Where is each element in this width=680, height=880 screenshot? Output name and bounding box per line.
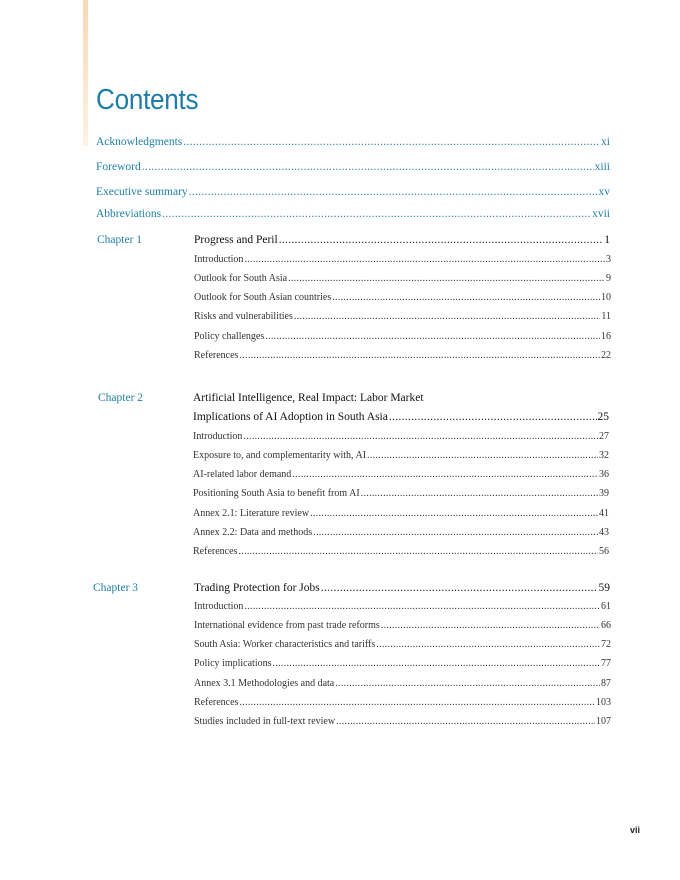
chapter-title: Progress and Peril — [194, 234, 278, 246]
toc-entry-executive-summary[interactable] — [96, 186, 610, 198]
section-page: 32 — [599, 450, 609, 461]
section-page: 103 — [596, 697, 611, 708]
toc-section-entry[interactable] — [194, 678, 611, 689]
toc-section-entry[interactable] — [193, 469, 609, 480]
section-label: Outlook for South Asian countries — [194, 292, 332, 303]
toc-section-entry[interactable] — [193, 450, 609, 461]
leader-dots — [142, 161, 594, 173]
toc-section-entry[interactable] — [194, 697, 611, 708]
leader-dots — [376, 639, 600, 650]
toc-section-entry[interactable] — [194, 292, 611, 303]
section-label: Policy challenges — [194, 331, 265, 342]
chapter-2-title-entry[interactable] — [193, 411, 609, 423]
section-label: AI-related labor demand — [193, 469, 292, 480]
section-page: 9 — [606, 273, 611, 284]
toc-section-entry[interactable] — [194, 658, 611, 669]
leader-dots — [332, 292, 600, 303]
leader-dots — [321, 582, 598, 594]
toc-section-entry[interactable] — [194, 311, 611, 322]
leader-dots — [310, 508, 598, 519]
toc-entry-page: xvii — [592, 208, 610, 220]
page-number: vii — [630, 825, 641, 835]
leader-dots — [244, 254, 605, 265]
leader-dots — [389, 411, 597, 423]
leader-dots — [336, 716, 595, 727]
section-label: South Asia: Worker characteristics and tariffs — [194, 639, 376, 650]
toc-section-entry[interactable] — [194, 639, 611, 650]
toc-entry-label: Abbreviations — [96, 208, 162, 220]
section-label: Introduction — [193, 431, 243, 442]
chapter-page: 25 — [597, 411, 609, 423]
leader-dots — [288, 273, 605, 284]
section-label: References — [194, 697, 239, 708]
leader-dots — [294, 311, 600, 322]
section-page: 11 — [601, 311, 611, 322]
chapter-title: Trading Protection for Jobs — [194, 582, 320, 594]
chapter-1-title-entry[interactable] — [194, 234, 610, 246]
section-label: Outlook for South Asia — [194, 273, 288, 284]
toc-entry-label: Foreword — [96, 161, 141, 173]
toc-section-entry[interactable] — [194, 273, 611, 284]
section-label: Exposure to, and complementarity with, AI — [193, 450, 367, 461]
section-label: References — [194, 350, 239, 361]
leader-dots — [239, 697, 595, 708]
section-page: 27 — [599, 431, 609, 442]
section-label: Introduction — [194, 254, 244, 265]
toc-section-entry[interactable] — [193, 508, 609, 519]
toc-entry-abbreviations[interactable] — [96, 208, 610, 220]
toc-section-entry[interactable] — [193, 488, 609, 499]
chapter-page: 59 — [598, 582, 610, 594]
chapter-2-title-line1[interactable]: Artificial Intelligence, Real Impact: Labor Market — [193, 392, 424, 404]
chapter-3-title-entry[interactable] — [194, 582, 610, 594]
toc-section-entry[interactable] — [194, 601, 611, 612]
leader-dots — [313, 527, 598, 538]
leader-dots — [381, 620, 600, 631]
leader-dots — [265, 331, 600, 342]
leader-dots — [189, 186, 598, 198]
section-label: International evidence from past trade reforms — [194, 620, 380, 631]
leader-dots — [162, 208, 591, 220]
toc-entry-page: xv — [598, 186, 610, 198]
toc-entry-label: Executive summary — [96, 186, 188, 198]
section-page: 10 — [601, 292, 611, 303]
section-label: Introduction — [194, 601, 244, 612]
toc-section-entry[interactable] — [194, 254, 611, 265]
toc-section-entry[interactable] — [194, 716, 611, 727]
section-page: 77 — [601, 658, 611, 669]
page-title: Contents — [96, 84, 199, 116]
leader-dots — [273, 658, 601, 669]
chapter-2-label: Chapter 2 — [98, 392, 144, 404]
section-label: Studies included in full-text review — [194, 716, 336, 727]
decorative-side-bar — [83, 0, 88, 146]
toc-section-entry[interactable] — [193, 527, 609, 538]
leader-dots — [279, 234, 604, 246]
toc-section-entry[interactable] — [194, 331, 611, 342]
toc-entry-label: Acknowledgments — [96, 136, 183, 148]
toc-entry-acknowledgments[interactable] — [96, 136, 610, 148]
toc-section-entry[interactable] — [194, 350, 611, 361]
chapter-page: 1 — [604, 234, 610, 246]
leader-dots — [238, 546, 598, 557]
leader-dots — [183, 136, 600, 148]
section-page: 66 — [601, 620, 611, 631]
leader-dots — [335, 678, 600, 689]
section-page: 39 — [599, 488, 609, 499]
section-label: Positioning South Asia to benefit from AI — [193, 488, 360, 499]
section-label: Risks and vulnerabilities — [194, 311, 293, 322]
section-label: References — [193, 546, 238, 557]
toc-section-entry[interactable] — [194, 620, 611, 631]
toc-section-entry[interactable] — [193, 431, 609, 442]
section-page: 107 — [596, 716, 611, 727]
leader-dots — [244, 601, 600, 612]
toc-entry-page: xi — [601, 136, 610, 148]
toc-entry-foreword[interactable] — [96, 161, 610, 173]
leader-dots — [243, 431, 598, 442]
leader-dots — [367, 450, 598, 461]
toc-entry-page: xiii — [594, 161, 610, 173]
section-page: 87 — [601, 678, 611, 689]
section-page: 41 — [599, 508, 609, 519]
chapter-3-label: Chapter 3 — [93, 582, 139, 594]
leader-dots — [292, 469, 598, 480]
section-page: 16 — [601, 331, 611, 342]
section-label: Annex 3.1 Methodologies and data — [194, 678, 335, 689]
leader-dots — [361, 488, 598, 499]
chapter-1-label: Chapter 1 — [97, 234, 143, 246]
section-label: Annex 2.2: Data and methods — [193, 527, 313, 538]
section-page: 3 — [606, 254, 611, 265]
section-label: Annex 2.1: Literature review — [193, 508, 310, 519]
chapter-title: Implications of AI Adoption in South Asia — [193, 411, 388, 423]
section-page: 61 — [601, 601, 611, 612]
section-page: 22 — [601, 350, 611, 361]
section-label: Policy implications — [194, 658, 272, 669]
section-page: 72 — [601, 639, 611, 650]
leader-dots — [239, 350, 600, 361]
section-page: 36 — [599, 469, 609, 480]
toc-section-entry[interactable] — [193, 546, 609, 557]
section-page: 43 — [599, 527, 609, 538]
section-page: 56 — [599, 546, 609, 557]
